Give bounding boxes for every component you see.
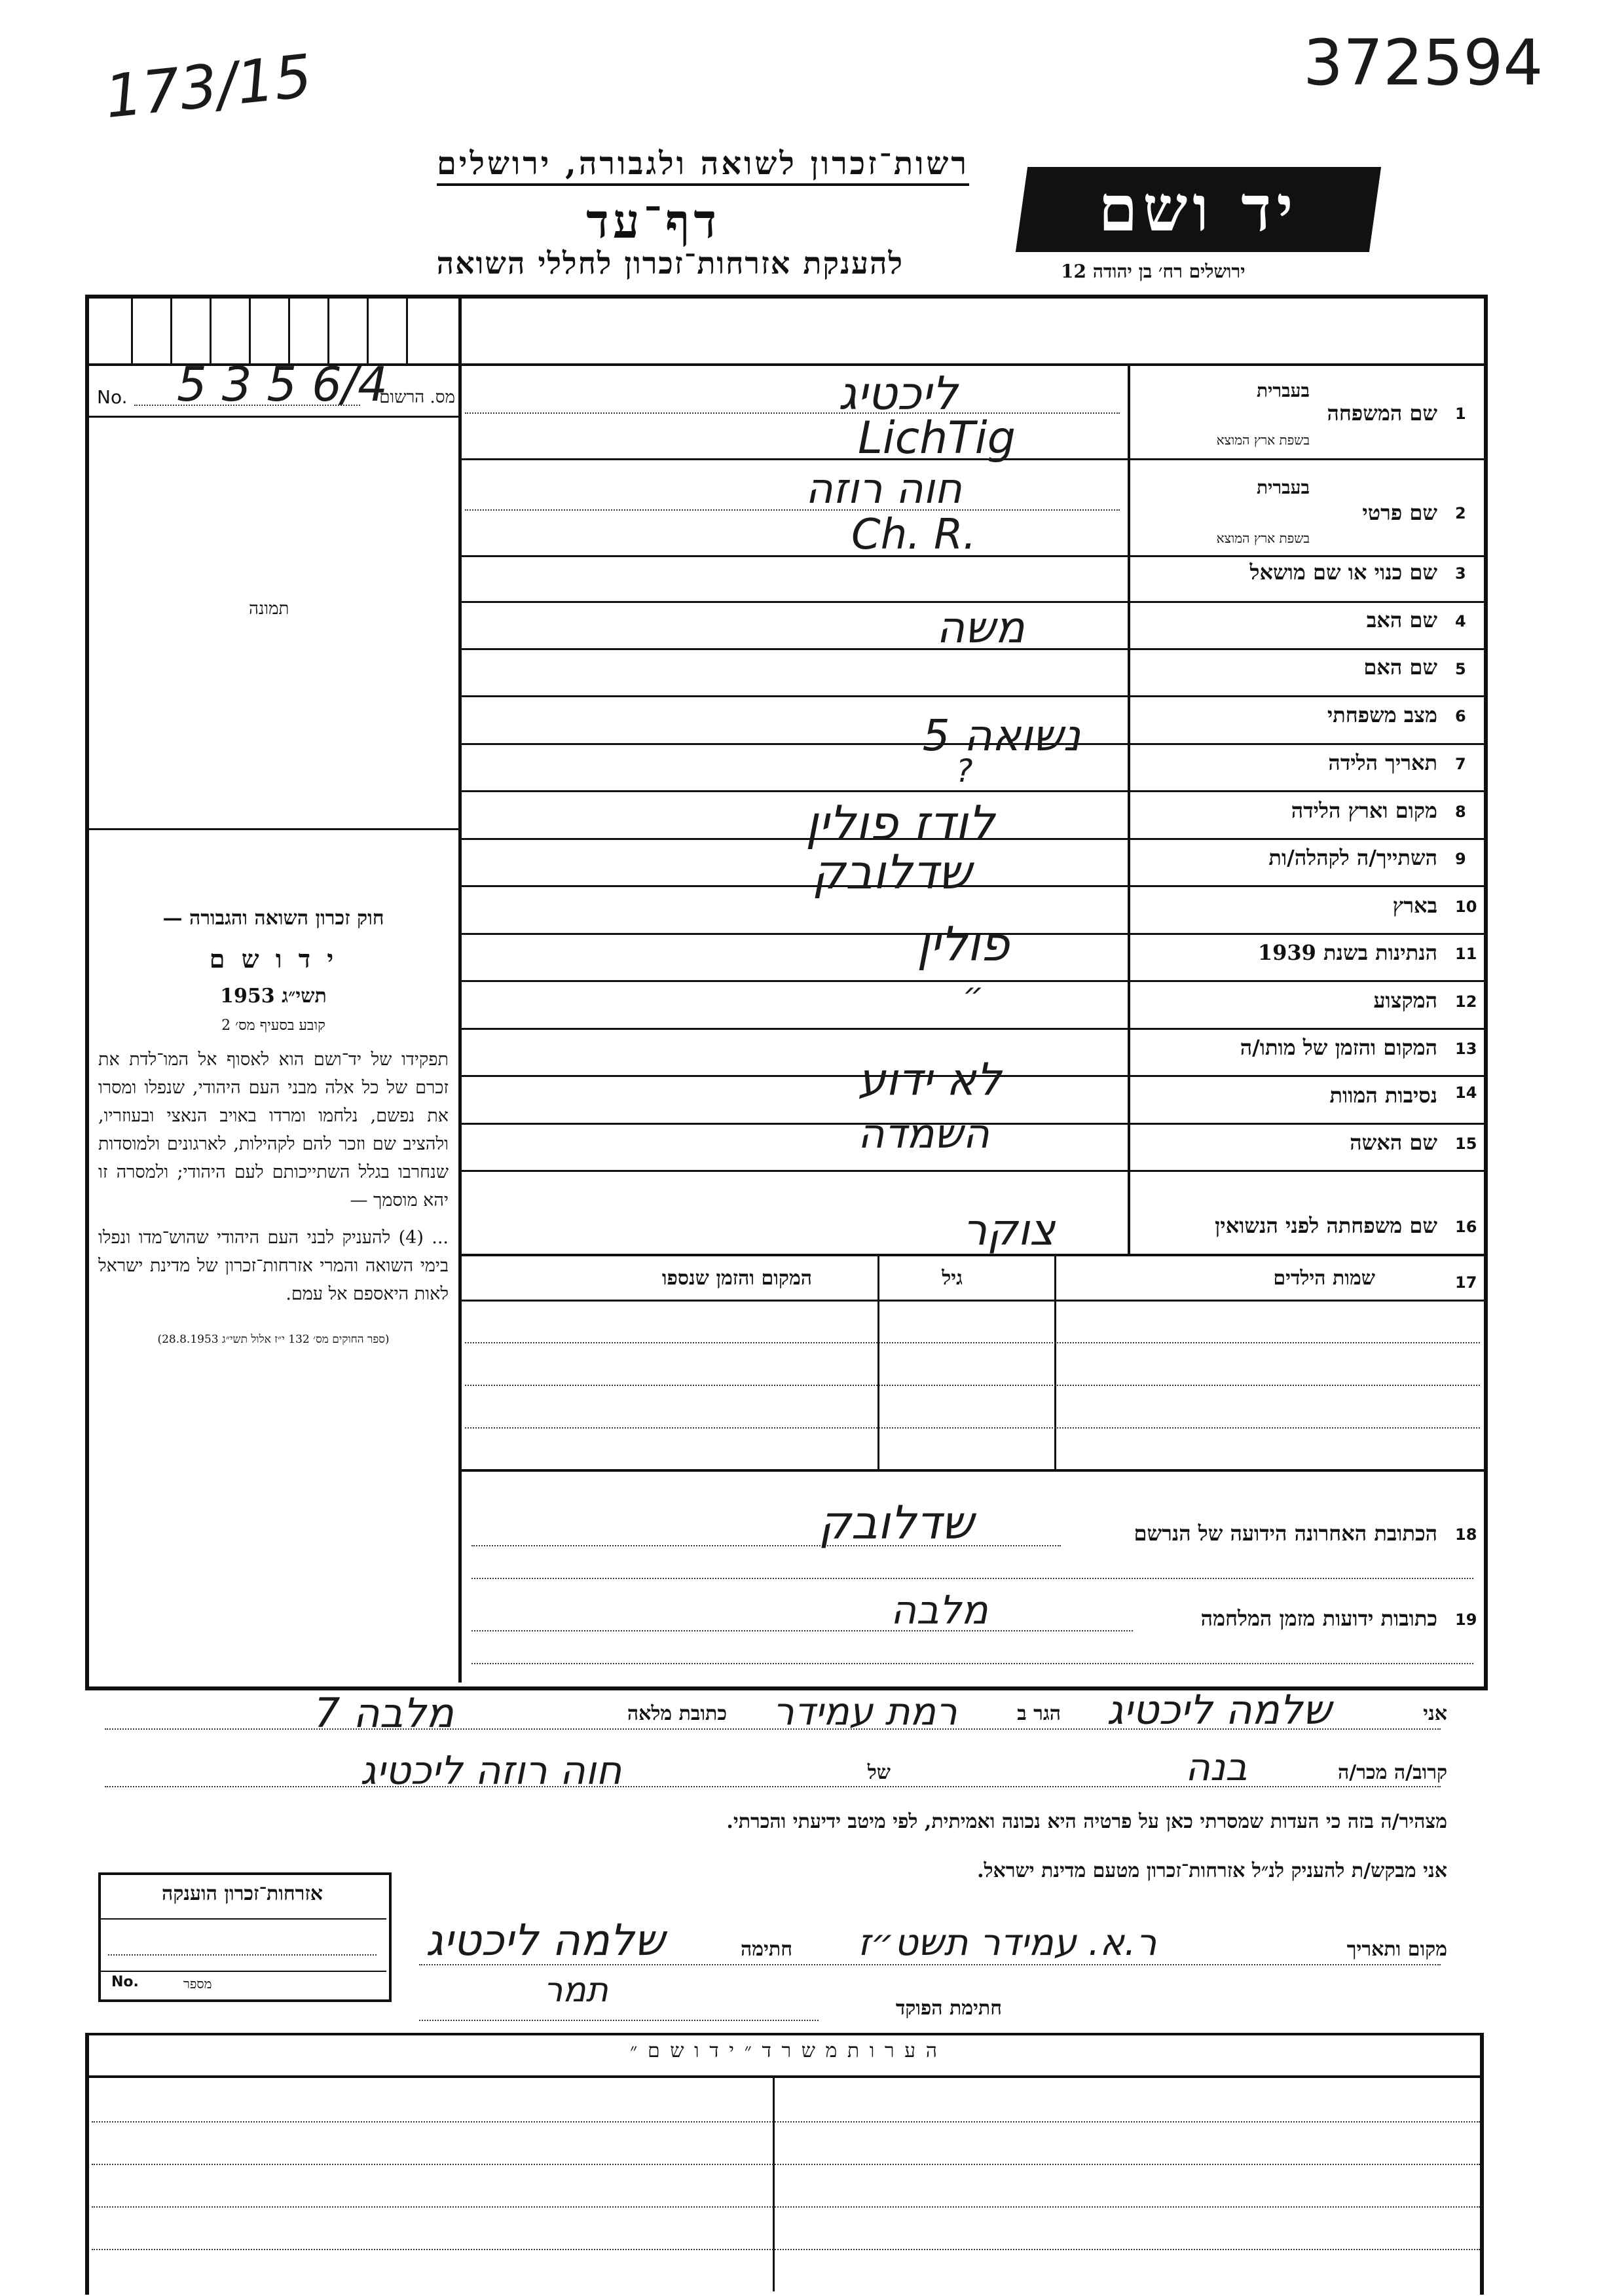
children-place-header: המקום והזמן שנספו: [661, 1267, 812, 1290]
office-notes-title: ה ע ר ו ת מ ש ר ד ״ י ד ו ש ם ״: [630, 2039, 939, 2062]
field-5-number: 5: [1455, 660, 1466, 678]
officer-signature: תמר: [544, 1971, 608, 2010]
field-14-label: נסיבות המוות: [1329, 1083, 1437, 1108]
law-paragraph-2: ... (4) להעניק לבני העם היהודי שהוש־מדו ונפלו בימי השואה והמרי אזרחות־זכרון של מדינת ישראל לאות היאספם אל עמם.: [98, 1228, 449, 1304]
field-6-label: מצב משפחתי: [1327, 702, 1437, 727]
field-15-label: שם האשה: [1350, 1130, 1437, 1155]
field-1-label: שם המשפחה: [1327, 401, 1437, 426]
citizenship-title: אזרחות־זכרון הוענקה: [161, 1882, 323, 1905]
field-14-value: השמדה: [858, 1110, 989, 1157]
signature-value: שלמה ליכטיג: [426, 1915, 665, 1965]
citizenship-no-label: No.: [111, 1974, 139, 1990]
form-subtitle: להענקת אזרחות־זכרון לחללי השואה: [436, 246, 904, 281]
field-11-value: ״: [963, 975, 984, 1013]
officer-label: חתימת הפוקד: [895, 1997, 1002, 2020]
field-4-label: שם האב: [1366, 608, 1437, 632]
field-2-number: 2: [1455, 504, 1466, 522]
decl-city: רמת עמידר: [773, 1689, 957, 1734]
law-paragraph-1: תפקידו של יד־ושם הוא לאסוף אל המו־לדת את זכרם של כל אלה מבני העם היהודי, שנפלו ומסרו את נפשם, נלחמו ומרדו באויב הנאצי ובעוזריו, ולהציב שם וזכר להם לקהילות, לארגונים ולמוסדות שנחרבו בגלל השתייכותם לעם היהודי; ולמסרה זו יהא מוסמך —: [98, 1049, 449, 1211]
field-11-label: הנתינות בשנת 1939: [1257, 940, 1437, 965]
law-year: תשי״ג 1953: [220, 985, 327, 1008]
field-1-number: 1: [1455, 405, 1466, 423]
children-age-header: גיל: [942, 1267, 963, 1290]
field-16-number: 16: [1455, 1218, 1477, 1236]
law-source: (ספר החוקים מס׳ 132 י״ז אלול תשי״ג 28.8.1953): [157, 1333, 390, 1346]
logo-text: יד ושם: [1098, 172, 1299, 246]
decl-of: של: [867, 1761, 891, 1784]
field-3-number: 3: [1455, 564, 1466, 583]
law-name: י ד ו ש ם: [209, 944, 338, 974]
field-16-label: שם משפחתה לפני הנשואין: [1215, 1213, 1437, 1238]
field-12-label: המקצוע: [1373, 988, 1437, 1013]
field-12-number: 12: [1455, 993, 1477, 1011]
field-19-value: מלבה: [891, 1588, 988, 1633]
place-date-value: ר.א. עמידר תשט״ז: [858, 1922, 1157, 1964]
field-4-number: 4: [1455, 612, 1466, 630]
decl-relation: בנה: [1185, 1745, 1247, 1789]
field-5-label: שם האם: [1363, 655, 1437, 680]
decl-prefix: אני: [1423, 1702, 1447, 1725]
field-9-number: 9: [1455, 850, 1466, 868]
field-1-sub-hebrew: בעברית: [1256, 380, 1310, 401]
field-16-value: צוקר: [963, 1205, 1056, 1255]
registration-number: 5 3 5 6/4: [177, 357, 388, 412]
field-2-value-hebrew: חוה רוזה: [805, 465, 962, 513]
field-11-number: 11: [1455, 945, 1477, 963]
field-3-label: שם כנוי או שם מושאל: [1249, 560, 1437, 585]
field-18-value: שדלובק: [819, 1496, 974, 1550]
field-10-value: פולין: [917, 917, 1010, 972]
field-2-sub-hebrew: בעברית: [1256, 477, 1310, 498]
decl-relation-label: קרוב/ה מכר/ה: [1338, 1761, 1447, 1784]
photo-label: תמונה: [249, 599, 289, 619]
field-7-value: ?: [956, 753, 973, 790]
field-19-label: כתובות ידועות מזמן המלחמה: [1200, 1606, 1437, 1631]
field-19-number: 19: [1455, 1611, 1477, 1629]
law-title: חוק זכרון השואה והגבורה —: [162, 907, 384, 930]
field-2-value-foreign: Ch. R.: [851, 511, 976, 559]
decl-resides: הגר ב: [1017, 1702, 1061, 1725]
field-13-number: 13: [1455, 1040, 1477, 1058]
decl-person: חוה רוזה ליכטיג: [360, 1748, 622, 1794]
decl-address: מלבה 7: [314, 1689, 454, 1737]
registration-no-label: No.: [97, 386, 128, 408]
field-17-number: 17: [1455, 1273, 1477, 1292]
field-18-label: הכתובת האחרונה הידועה של הנרשם: [1134, 1521, 1437, 1546]
field-2-sub-foreign: בשפת ארץ המוצא: [1216, 530, 1310, 546]
registration-label: מס. הרשום: [379, 388, 455, 407]
field-18-number: 18: [1455, 1525, 1477, 1544]
authority-name: רשות־זכרון לשואה ולגבורה, ירושלים: [437, 145, 969, 186]
citizenship-number-label: מספר: [183, 1976, 212, 1992]
field-1-sub-foreign: בשפת ארץ המוצא: [1216, 432, 1310, 448]
field-2-label: שם פרטי: [1362, 500, 1437, 525]
signature-label: חתימה: [741, 1938, 792, 1961]
field-10-label: בארץ: [1392, 893, 1437, 918]
field-6-number: 6: [1455, 707, 1466, 725]
logo-address: ירושלים רח׳ בן יהודה 12: [1061, 261, 1246, 282]
field-8-value: לודז פולין: [805, 795, 995, 850]
field-9-label: השתייך/ה לקהלה/ות: [1268, 845, 1437, 870]
field-13-value: לא ידוע: [858, 1054, 1002, 1106]
decl-statement-2: אני מבקש/ת להעניק לנ״ל אזרחות־זכרון מטעם מדינת ישראל.: [977, 1859, 1447, 1882]
field-7-label: תאריך הלידה: [1328, 750, 1437, 775]
field-14-number: 14: [1455, 1084, 1477, 1102]
field-4-value: משה: [936, 602, 1025, 653]
field-9-value: שדלובק: [812, 845, 972, 900]
field-8-label: מקום וארץ הלידה: [1291, 798, 1437, 823]
decl-address-label: כתובת מלאה: [627, 1702, 727, 1725]
field-15-number: 15: [1455, 1135, 1477, 1153]
law-text-block: [98, 907, 449, 1346]
form-title: דף־עד: [586, 193, 720, 249]
field-10-number: 10: [1455, 898, 1477, 916]
decl-statement-1: מצהיר/ה בזה כי העדות שמסרתי כאן על פרטיה היא נכונה ואמיתית, לפי מיטב ידיעתי והכרתי.: [726, 1810, 1447, 1833]
archive-number: 372594: [1303, 26, 1543, 100]
field-13-label: המקום והזמן של מותו/ה: [1240, 1035, 1437, 1060]
handwritten-file-ref: 173/15: [101, 41, 316, 132]
field-7-number: 7: [1455, 755, 1466, 773]
field-1-value-foreign: LichTig: [858, 412, 1016, 464]
field-6-value: נשואה 5: [922, 710, 1080, 761]
field-1-value-hebrew: ליכטיג: [838, 367, 958, 420]
field-8-number: 8: [1455, 803, 1466, 821]
decl-name: שלמה ליכטיג: [1107, 1686, 1331, 1734]
children-names-header: שמות הילדים: [1273, 1267, 1375, 1290]
law-clause: קובע בסעיף מס׳ 2: [221, 1017, 325, 1034]
place-date-label: מקום ותאריך: [1346, 1938, 1447, 1961]
